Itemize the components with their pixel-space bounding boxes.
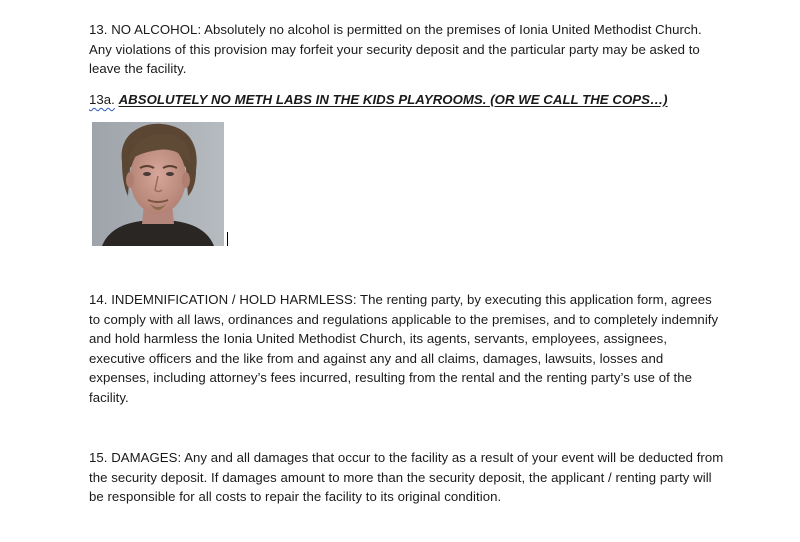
section-13a-number: 13a. (89, 92, 115, 107)
text-cursor (227, 232, 228, 246)
section-13a-rule: ABSOLUTELY NO METH LABS IN THE KIDS PLAYROOMS. (OR WE CALL THE COPS…) (118, 92, 668, 107)
section-15-damages: 15. DAMAGES: Any and all damages that occur to the facility as a result of your event will be deducted from the security deposit. If damages amount to more than the security deposit, the applicant / renting party will be responsible for all costs to repair the facility to its original condition. (89, 450, 724, 504)
section-13a (89, 90, 725, 110)
section-14-indemnification: 14. INDEMNIFICATION / HOLD HARMLESS: The renting party, by executing this application form, agrees to comply with all laws, ordinances and regulations applicable to the premises, and to completely indemnify and hold harmless the Ionia United Methodist Church, its agents, servants, employees, assignees, executive officers and the like from and against any and all claims, damages, lawsuits, losses and expenses, including attorney’s fees incurred, resulting from the rental and the renting party’s use of the facility. (89, 292, 719, 405)
portrait-photo-icon[interactable] (92, 122, 224, 246)
section-13-no-alcohol: 13. NO ALCOHOL: Absolutely no alcohol is permitted on the premises of Ionia United Methodist Church. Any violations of this provision may forfeit your security deposit and the particular party may be asked to leave the facility. (89, 22, 702, 76)
